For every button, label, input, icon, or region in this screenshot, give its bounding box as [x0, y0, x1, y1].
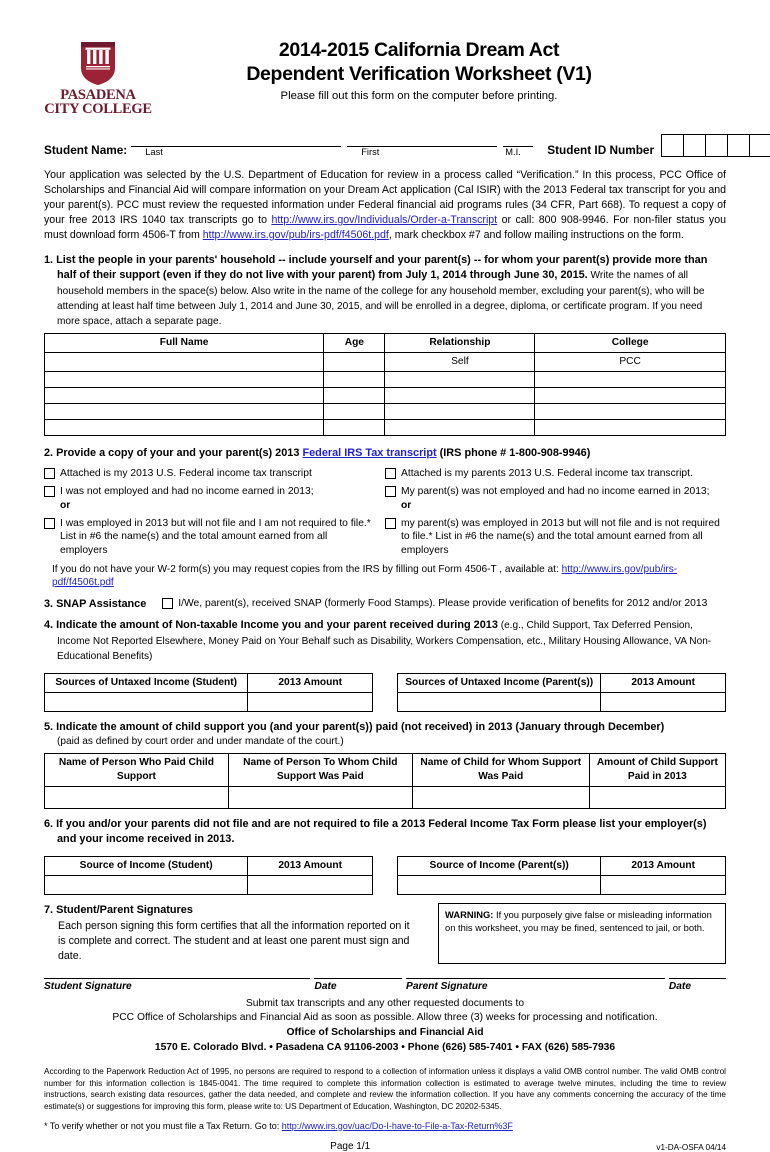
table-row[interactable] — [45, 420, 726, 436]
section-2-options — [44, 463, 726, 557]
warning-box — [438, 903, 726, 963]
cell-untaxed-amount-parent[interactable] — [601, 693, 726, 712]
table-row[interactable] — [45, 404, 726, 420]
cell-untaxed-source-student[interactable] — [45, 693, 248, 712]
table-row[interactable] — [45, 876, 373, 895]
cell-relationship[interactable] — [385, 404, 535, 420]
submit-line-2: PCC Office of Scholarships and Financial Aid as soon as possible. Allow three (3) weeks for processing and notification. — [112, 1012, 658, 1024]
section-7-title: Student/Parent Signatures — [56, 904, 193, 917]
section-3-number: 3. — [44, 598, 54, 611]
col-untaxed-source-student: Sources of Untaxed Income (Student) — [45, 674, 248, 693]
warning-label: WARNING: — [445, 909, 494, 921]
cell-age[interactable] — [324, 404, 385, 420]
page-number: Page 1/1 — [330, 1140, 371, 1152]
student-id-label: Student ID Number — [547, 142, 655, 157]
col-income-source-parent: Source of Income (Parent(s)) — [398, 857, 601, 876]
section-2-heading-pre: Provide a copy of your and your parent(s) 2013 — [56, 447, 303, 460]
cell-age[interactable] — [324, 372, 385, 388]
section-4-normal-text: (e.g., Child Support, Tax Deferred Pension, Income Not Reported Elsewhere, Money Paid on Your Behalf such as Disability, Workers Compensation, etc., Military Housing Allowance, VA Non-Educational Benefits) — [57, 620, 712, 662]
parent-option-1-label: Attached is my parents 2013 U.S. Federal income tax transcript. — [401, 468, 693, 480]
footnote-text: * To verify whether or not you must file a Tax Return. Go to: — [44, 1120, 282, 1131]
cell-full-name[interactable] — [45, 372, 324, 388]
student-or-label: or — [60, 499, 71, 511]
table-row[interactable] — [45, 353, 726, 372]
section-1-heading — [44, 253, 726, 329]
tax-return-footnote — [44, 1121, 726, 1131]
student-id-input[interactable] — [661, 134, 770, 157]
section-4 — [44, 618, 726, 712]
student-first-name-input[interactable] — [347, 133, 497, 147]
table-row[interactable] — [45, 372, 726, 388]
intro-text-3: , mark checkbox #7 and follow mailing instructions on the form. — [388, 228, 684, 241]
col-payee-name: Name of Person To Whom Child Support Was Paid — [228, 754, 412, 787]
cell-income-amount-student[interactable] — [248, 876, 373, 895]
intro-paragraph — [44, 168, 726, 243]
cell-relationship[interactable]: Self — [385, 353, 535, 372]
student-id-cell[interactable] — [662, 135, 684, 156]
parent-signature-label: Parent Signature — [406, 980, 488, 992]
form-subtitle: Please fill out this form on the computer before printing. — [280, 89, 558, 102]
checkbox-parent-employed-not-filing[interactable] — [385, 518, 396, 529]
section-6-tables — [44, 852, 726, 895]
cell-college[interactable] — [535, 404, 726, 420]
section-2-parent-column — [385, 463, 726, 557]
section-7-heading — [44, 903, 420, 918]
section-2-student-column — [44, 463, 385, 557]
section-1 — [44, 253, 726, 436]
student-id-cell[interactable] — [706, 135, 728, 156]
cell-full-name[interactable] — [45, 420, 324, 436]
section-7-number: 7. — [44, 904, 54, 917]
cell-relationship[interactable] — [385, 420, 535, 436]
table-header-row — [45, 334, 726, 353]
section-3 — [44, 597, 726, 612]
parent-option-3[interactable] — [385, 517, 726, 558]
cell-full-name[interactable] — [45, 404, 324, 420]
section-4-tables — [44, 669, 726, 712]
form-version-id: v1-DA-OSFA 04/14 — [656, 1142, 726, 1152]
cell-age[interactable] — [324, 388, 385, 404]
irs-4506t-link[interactable]: http://www.irs.gov/pub/irs-pdf/f4506t.pdf — [202, 228, 389, 241]
section-6-number: 6. — [44, 817, 54, 830]
checkbox-parent-not-employed[interactable] — [385, 486, 396, 497]
col-income-amount-student: 2013 Amount — [248, 857, 373, 876]
cell-age[interactable] — [324, 420, 385, 436]
col-untaxed-amount-student: 2013 Amount — [248, 674, 373, 693]
form-title-line-1: 2014-2015 California Dream Act — [278, 39, 560, 61]
section-5-subtext: (paid as defined by court order and under mandate of the court.) — [57, 736, 344, 748]
office-address: 1570 E. Colorado Blvd. • Pasadena CA 91106-2003 • Phone (626) 585-7401 • FAX (626) 585-7936 — [154, 1042, 616, 1054]
submission-instructions — [44, 997, 726, 1057]
section-3-checkbox-label: I/We, parent(s), received SNAP (formerly Food Stamps). Please provide verification of benefits for 2012 and/or 2013 — [178, 598, 708, 610]
cell-payer-name[interactable] — [45, 786, 229, 808]
cell-support-amount[interactable] — [589, 786, 725, 808]
section-6 — [44, 817, 726, 895]
cell-full-name[interactable] — [45, 353, 324, 372]
logo-line-1: PASADENA — [60, 87, 136, 103]
student-date-field[interactable] — [314, 978, 402, 994]
section-2-heading — [44, 446, 726, 461]
irs-4506t-note-link[interactable]: http://www.irs.gov/pub/irs-pdf/f4506t.pdf — [52, 563, 678, 589]
cell-income-source-parent[interactable] — [398, 876, 601, 895]
page-footer — [44, 1141, 726, 1152]
section-1-bold-text: List the people in your parents' household -- include yourself and your parent(s) -- for whom your parent(s) provide more than half of their support (even if they do not live with your parent) from July 1, 2014 through June 30, 2015. — [56, 253, 708, 282]
cell-income-source-student[interactable] — [45, 876, 248, 895]
checkbox-student-employed-not-filing[interactable] — [44, 518, 55, 529]
cell-untaxed-amount-student[interactable] — [248, 693, 373, 712]
last-name-caption: Last — [145, 146, 163, 157]
student-signature-field[interactable] — [44, 978, 310, 994]
office-name: Office of Scholarships and Financial Aid — [286, 1027, 484, 1039]
section-1-number: 1. — [44, 253, 54, 266]
middle-initial-caption: M.I. — [505, 146, 521, 157]
student-option-1-label: Attached is my 2013 U.S. Federal income tax transcript — [60, 468, 312, 480]
table-row[interactable] — [45, 786, 726, 808]
parent-date-field[interactable] — [669, 978, 726, 994]
cell-full-name[interactable] — [45, 388, 324, 404]
col-age: Age — [324, 334, 385, 353]
col-full-name: Full Name — [45, 334, 324, 353]
checkbox-student-not-employed[interactable] — [44, 486, 55, 497]
col-support-amount: Amount of Child Support Paid in 2013 — [589, 754, 725, 787]
section-5 — [44, 720, 726, 809]
table-row[interactable] — [45, 388, 726, 404]
col-income-amount-parent: 2013 Amount — [601, 857, 726, 876]
col-child-name: Name of Child for Whom Support Was Paid — [412, 754, 589, 787]
source-income-parent-table — [397, 856, 726, 895]
form-titles — [152, 38, 726, 102]
section-2-note — [44, 563, 726, 590]
parent-option-1[interactable] — [385, 467, 726, 481]
paperwork-reduction-notice: According to the Paperwork Reduction Act of 1995, no persons are required to respond to a collection of information unless it displays a valid OMB control number. The valid OMB control number for this information collection is 1845-0041. The time required to complete this information collection is estimated to average twelve minutes, including the time to review instructions, search existing data resources, gather the data needed, and complete and review the information collection. If you have any comments concerning the accuracy of the time estimate(s) or suggestions for improving this form, please write to: US Department of Education, Washington, DC 20202-5345. — [44, 1067, 726, 1112]
cell-age[interactable] — [324, 353, 385, 372]
checkbox-student-transcript-attached[interactable] — [44, 468, 55, 479]
section-4-bold-text: Indicate the amount of Non-taxable Income you and your parent received during 2013 — [56, 619, 498, 632]
form-header — [44, 0, 726, 117]
section-5-heading — [44, 720, 726, 735]
parent-option-2[interactable] — [385, 485, 726, 499]
table-row[interactable] — [45, 693, 373, 712]
table-header-row — [45, 754, 726, 787]
section-2-note-text: If you do not have your W-2 form(s) you may request copies from the IRS by filling out Form 4506-T , available at: — [52, 563, 562, 575]
student-date-label: Date — [314, 980, 337, 992]
student-option-2[interactable] — [44, 485, 371, 499]
federal-irs-tax-transcript-link[interactable]: Federal IRS Tax transcript — [302, 447, 437, 460]
section-5-number: 5. — [44, 721, 54, 734]
cell-college[interactable]: PCC — [535, 353, 726, 372]
pcc-crest-icon — [78, 40, 118, 87]
checkbox-parent-transcript-attached[interactable] — [385, 468, 396, 479]
logo-line-2: CITY COLLEGE — [44, 100, 152, 117]
pcc-logo — [44, 38, 152, 117]
col-payer-name: Name of Person Who Paid Child Support — [45, 754, 229, 787]
source-income-student-table — [44, 856, 373, 895]
student-middle-initial-input[interactable] — [503, 133, 533, 147]
parent-option-2-label: My parent(s) was not employed and had no income earned in 2013; — [401, 486, 710, 497]
cell-relationship[interactable] — [385, 388, 535, 404]
irs-order-transcript-link[interactable]: http://www.irs.gov/Individuals/Order-a-Transcript — [271, 213, 498, 226]
section-3-title: SNAP Assistance — [56, 598, 147, 611]
student-id-cell[interactable] — [684, 135, 706, 156]
col-income-source-student: Source of Income (Student) — [45, 857, 248, 876]
col-relationship: Relationship — [385, 334, 535, 353]
cell-college[interactable] — [535, 420, 726, 436]
table-row[interactable] — [398, 876, 726, 895]
section-6-heading — [44, 817, 726, 848]
intro-text-1: Your application was selected by the U.S. Department of Education for review in a process called “Verification.” In this process, PCC Office of Scholarships and Financial Aid will compare information on your Dream Act application (Cal ISIR) with the 2013 Federal tax transcript for you and your parent(s). PCC must review the requested information under Federal financial aid programs rules (34 CFR, Part 668). To request a copy of your free 2013 IRS 1040 tax transcripts go to — [44, 168, 726, 226]
section-4-heading — [44, 618, 726, 664]
section-2 — [44, 446, 726, 590]
table-header-row — [45, 674, 373, 693]
section-5-bold-text: Indicate the amount of child support you (and your parent(s)) paid (not received) in 2013 (January through December) — [56, 721, 665, 734]
untaxed-income-student-table — [44, 673, 373, 712]
form-title-line-2: Dependent Verification Worksheet (V1) — [246, 63, 592, 86]
submit-line-1: Submit tax transcripts and any other requested documents to — [245, 997, 525, 1009]
student-name-label: Student Name: — [44, 142, 128, 157]
student-option-2-label: I was not employed and had no income earned in 2013; — [60, 486, 314, 497]
household-members-table — [44, 333, 726, 436]
cell-payee-name[interactable] — [228, 786, 412, 808]
cell-college[interactable] — [535, 388, 726, 404]
cell-relationship[interactable] — [385, 372, 535, 388]
section-1-normal-text: Write the names of all household members in the space(s) below. Also write in the name of the college for any household member, excluding your parent(s), who will be attending at least half time between July 1, 2014 and June 30, 2015, and will be enrolled in a degree, diploma, or certificate program. If you need more space, attach a separate page. — [57, 270, 705, 328]
parent-option-3-label: my parent(s) was employed in 2013 but will not file and is not required to file.* List in #6 the name(s) and the total amount earned from all employers — [401, 517, 720, 557]
student-option-3-label: I was employed in 2013 but will not file and I am not required to file.* List in #6 the name(s) and the total amount earned from all employers — [60, 517, 371, 557]
student-name-row — [44, 133, 726, 157]
cell-untaxed-source-parent[interactable] — [398, 693, 601, 712]
student-signature-label: Student Signature — [44, 980, 132, 992]
section-6-bold-text: If you and/or your parents did not file and are not required to file a 2013 Federal Income Tax Form please list your employer(s) and your income received in 2013. — [56, 817, 707, 846]
irs-do-i-have-to-file-link[interactable]: http://www.irs.gov/uac/Do-I-have-to-File-a-Tax-Return%3F — [281, 1120, 513, 1131]
section-2-number: 2. — [44, 447, 54, 460]
table-header-row — [45, 857, 373, 876]
first-name-caption: First — [361, 146, 380, 157]
parent-signature-field[interactable] — [406, 978, 665, 994]
student-option-3[interactable] — [44, 517, 371, 558]
table-row[interactable] — [398, 693, 726, 712]
table-header-row — [398, 674, 726, 693]
col-college: College — [535, 334, 726, 353]
cell-college[interactable] — [535, 372, 726, 388]
child-support-table — [44, 753, 726, 809]
intro-text-2: or call: 800 908-9946. For non-filer status you must download form 4506-T from — [44, 213, 727, 241]
col-untaxed-amount-parent: 2013 Amount — [601, 674, 726, 693]
student-id-cell[interactable] — [728, 135, 750, 156]
untaxed-income-parent-table — [397, 673, 726, 712]
parent-or-label: or — [401, 499, 412, 511]
student-option-1[interactable] — [44, 467, 371, 481]
col-untaxed-source-parent: Sources of Untaxed Income (Parent(s)) — [398, 674, 601, 693]
section-7 — [44, 903, 726, 993]
section-7-body: Each person signing this form certifies that all the information reported on it is complete and correct. The student and at least one parent must sign and date. — [58, 919, 410, 962]
cell-child-name[interactable] — [412, 786, 589, 808]
section-2-heading-post: (IRS phone # 1-800-908-9946) — [436, 447, 591, 460]
section-4-number: 4. — [44, 619, 54, 632]
checkbox-snap-received[interactable] — [162, 598, 173, 609]
parent-date-label: Date — [668, 980, 691, 992]
student-last-name-input[interactable] — [131, 133, 341, 147]
table-header-row — [398, 857, 726, 876]
warning-text: If you purposely give false or misleading information on this worksheet, you may be fined, sentenced to jail, or both. — [445, 909, 712, 933]
signature-lines — [44, 978, 726, 994]
student-id-cell[interactable] — [750, 135, 770, 156]
cell-income-amount-parent[interactable] — [601, 876, 726, 895]
